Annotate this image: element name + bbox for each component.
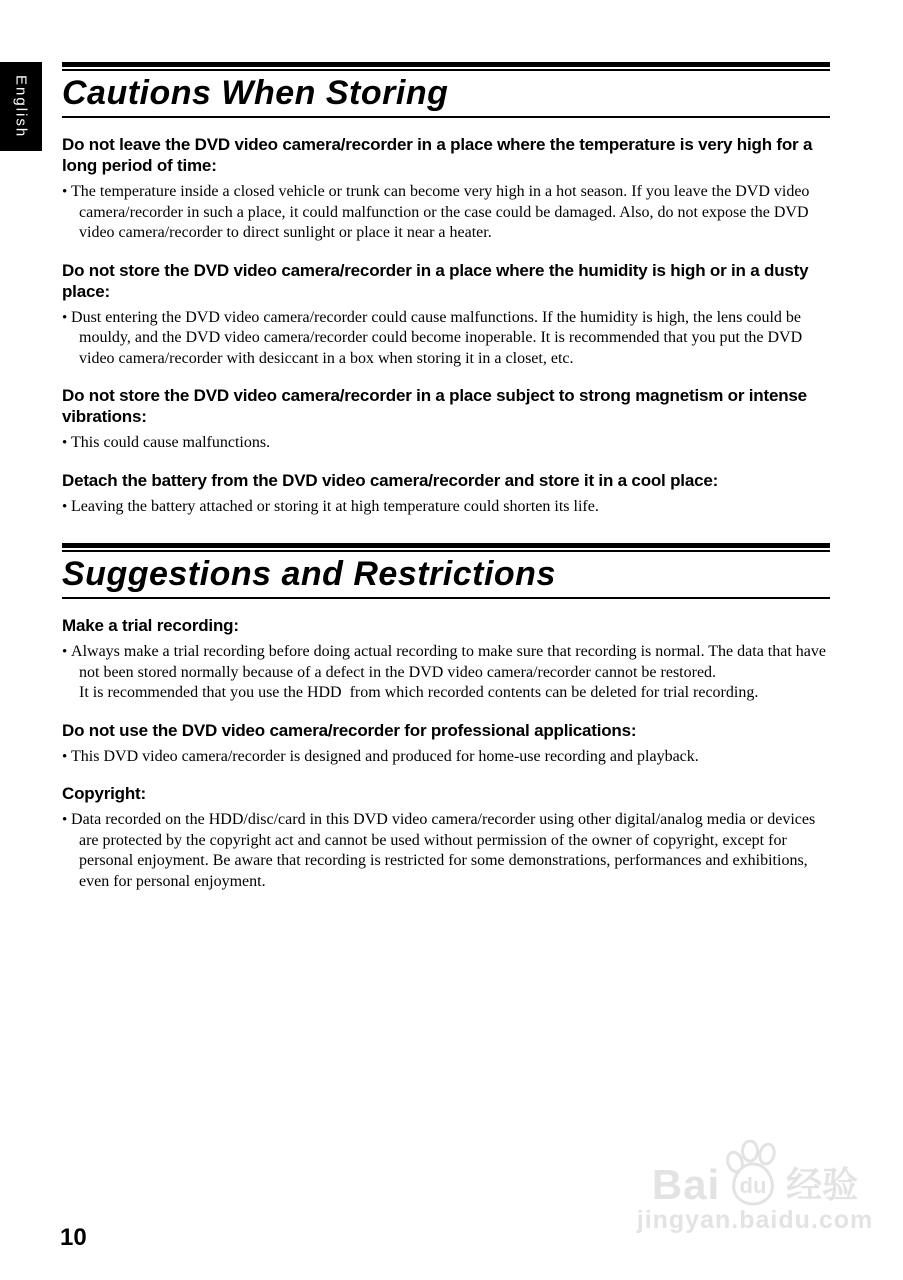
watermark-url: jingyan.baidu.com xyxy=(636,1206,874,1234)
title-rule-bottom xyxy=(62,597,830,599)
bullet-paragraph: • This could cause malfunctions. xyxy=(62,433,830,454)
bullet-item xyxy=(62,182,830,244)
bullet-item xyxy=(62,747,830,768)
baidu-watermark xyxy=(630,1140,880,1233)
block-heading: Copyright: xyxy=(62,784,146,803)
block-heading: Make a trial recording: xyxy=(62,616,239,635)
block-heading: Do not store the DVD video camera/recorder in a place subject to strong magnetism or intense vibrations: xyxy=(62,386,807,426)
section-blocks xyxy=(62,134,830,517)
block-heading: Detach the battery from the DVD video camera/recorder and store it in a cool place: xyxy=(62,470,719,490)
bullet-item xyxy=(62,497,830,518)
title-rule-top-thin xyxy=(62,550,830,552)
section-blocks xyxy=(62,615,830,892)
page-content xyxy=(62,62,830,894)
paw-print-icon xyxy=(722,1140,784,1211)
language-tab: English xyxy=(0,62,42,151)
section-title: Cautions When Storing xyxy=(62,74,449,112)
bullet-paragraph: • Leaving the battery attached or storing it at high temperature could shorten its life. xyxy=(62,497,830,518)
watermark-brand-prefix: Bai xyxy=(651,1161,721,1208)
watermark-brand-suffix: 经验 xyxy=(786,1164,859,1205)
bullet-item xyxy=(62,810,830,892)
block-heading: Do not leave the DVD video camera/recorder in a place where the temperature is very high for a long period of time: xyxy=(62,135,813,175)
bullet-paragraph: • Dust entering the DVD video camera/recorder could cause malfunctions. If the humidity is high, the lens could be mouldy, and the DVD video camera/recorder could become inoperable. It is recommended that you put the DVD video camera/recorder with desiccant in a box when storing it in a closet, etc. xyxy=(62,308,830,370)
page-number: 10 xyxy=(60,1224,87,1251)
section-title-block xyxy=(62,543,830,599)
bullet-paragraph: • The temperature inside a closed vehicle or trunk can become very high in a hot season. If you leave the DVD video camera/recorder in such a place, it could malfunction or the case could be damaged. Also, do not expose the DVD video camera/recorder to direct sunlight or place it near a heater. xyxy=(62,182,830,244)
bullet-paragraph: • Always make a trial recording before doing actual recording to make sure that recording is normal. The data that have not been stored normally because of a defect in the DVD video camera/recorder cannot be restored. xyxy=(62,642,830,683)
bullet-paragraph: It is recommended that you use the HDD from which recorded contents can be deleted for trial recording. xyxy=(79,684,759,701)
section-suggestions-and-restrictions xyxy=(62,543,830,892)
watermark-brand-row xyxy=(630,1140,880,1208)
section-cautions-when-storing xyxy=(62,62,830,517)
watermark-paw-text: du xyxy=(739,1173,767,1198)
bullet-item xyxy=(62,433,830,454)
title-rule-bottom xyxy=(62,116,830,118)
block-heading: Do not use the DVD video camera/recorder for professional applications: xyxy=(62,720,637,740)
section-title-block xyxy=(62,62,830,118)
section-title: Suggestions and Restrictions xyxy=(62,555,556,593)
block-heading: Do not store the DVD video camera/recorder in a place where the humidity is high or in a dusty place: xyxy=(62,260,809,301)
title-rule-top-thin xyxy=(62,69,830,71)
bullet-item xyxy=(62,642,830,704)
bullet-paragraph: • This DVD video camera/recorder is designed and produced for home-use recording and playback. xyxy=(62,747,830,768)
bullet-paragraph: • Data recorded on the HDD/disc/card in this DVD video camera/recorder using other digital/analog media or devices are protected by the copyright act and cannot be used without permission of the owner of copyright, except for personal enjoyment. Be aware that recording is restricted for some demonstrations, performances and exhibitions, even for personal enjoyment. xyxy=(62,810,830,892)
bullet-item xyxy=(62,308,830,370)
